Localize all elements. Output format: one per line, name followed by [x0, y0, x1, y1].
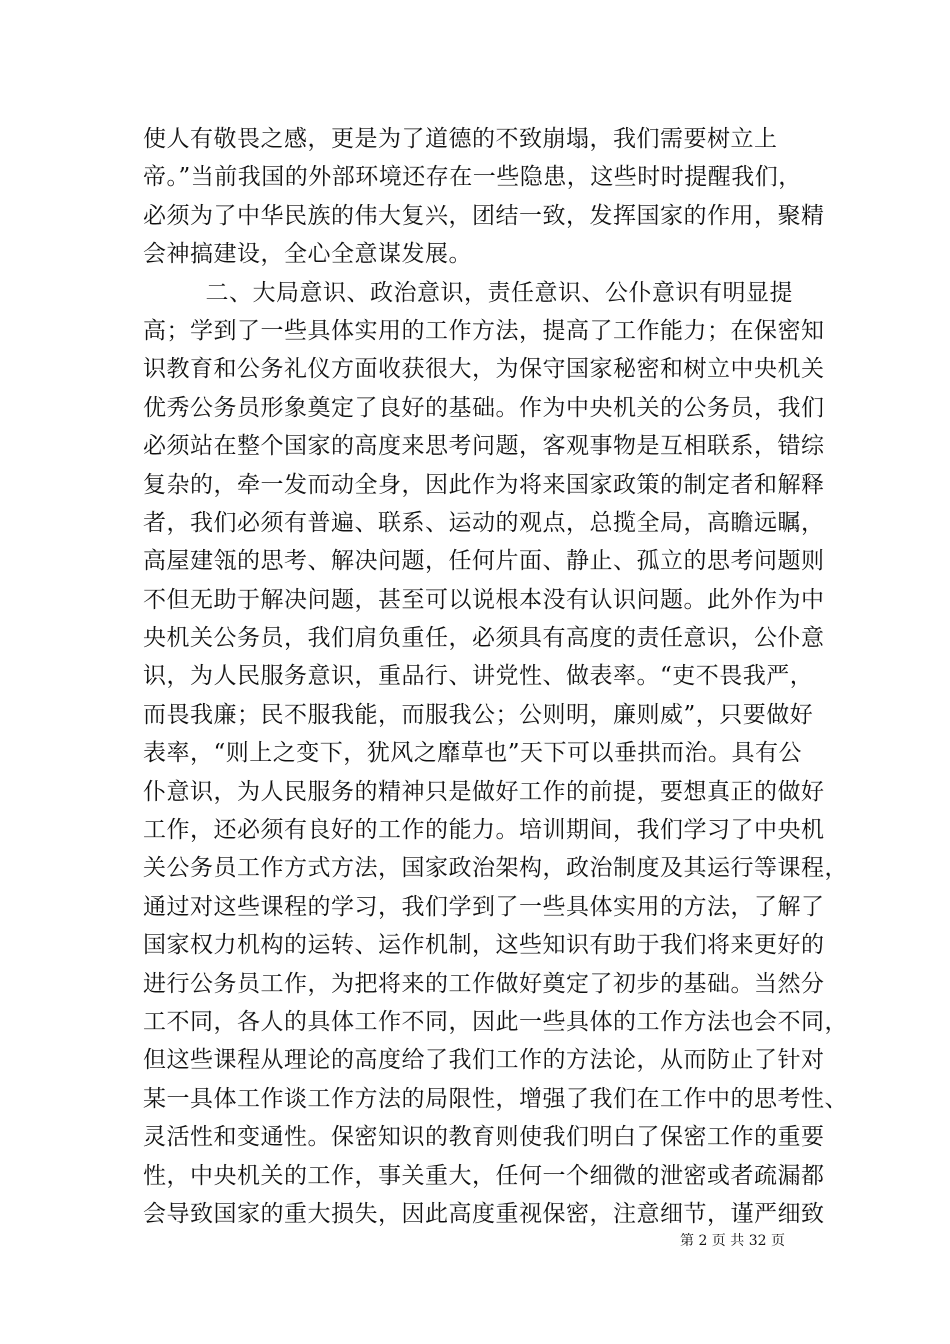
text-line: 识教育和公务礼仪方面收获很大，为保守国家秘密和树立中央机关: [143, 356, 825, 383]
text-line: 性，中央机关的工作，事关重大，任何一个细微的泄密或者疏漏都: [143, 1162, 825, 1189]
text-line: 使人有敬畏之感，更是为了道德的不致崩塌，我们需要树立上: [143, 126, 778, 152]
page-number: 第 2 页 共 32 页: [680, 1233, 785, 1249]
text-line: 帝。”当前我国的外部环境还存在一些隐患，这些时时提醒我们，: [143, 164, 802, 191]
text-line: 而畏我廉；民不服我能，而服我公；公则明，廉则威”，只要做好: [143, 701, 814, 728]
text-line: 工作，还必须有良好的工作的能力。培训期间，我们学习了中央机: [143, 817, 825, 844]
text-line: 优秀公务员形象奠定了良好的基础。作为中央机关的公务员，我们: [143, 394, 825, 421]
paragraph-start-line: 二、大局意识、政治意识，责任意识、公仆意识有明显提: [143, 279, 793, 306]
text-line: 必须站在整个国家的高度来思考问题，客观事物是互相联系，错综: [143, 433, 825, 460]
text-line: 必须为了中华民族的伟大复兴，团结一致，发挥国家的作用，聚精: [143, 202, 825, 229]
text-line: 国家权力机构的运转、运作机制，这些知识有助于我们将来更好的: [143, 932, 825, 959]
text-line: 央机关公务员，我们肩负重任，必须具有高度的责任意识，公仆意: [143, 625, 825, 652]
text-line: 工不同，各人的具体工作不同，因此一些具体的工作方法也会不同，: [143, 1008, 848, 1035]
text-line: 识，为人民服务意识，重品行、讲党性、做表率。“吏不畏我严，: [143, 663, 814, 690]
text-line: 但这些课程从理论的高度给了我们工作的方法论，从而防止了针对: [143, 1047, 825, 1074]
text-line: 某一具体工作谈工作方法的局限性，增强了我们在工作中的思考性、: [143, 1085, 848, 1112]
text-line: 会导致国家的重大损失，因此高度重视保密，注意细节，谨严细致: [143, 1200, 825, 1227]
body-text: [143, 120, 848, 1233]
text-line: 仆意识，为人民服务的精神只是做好工作的前提，要想真正的做好: [143, 778, 825, 805]
text-line: 通过对这些课程的学习，我们学到了一些具体实用的方法，了解了: [143, 893, 825, 920]
text-line: 进行公务员工作，为把将来的工作做好奠定了初步的基础。当然分: [143, 970, 825, 997]
text-line: 关公务员工作方式方法，国家政治架构，政治制度及其运行等课程，: [143, 855, 848, 882]
text-line: 复杂的，牵一发而动全身，因此作为将来国家政策的制定者和解释: [143, 471, 825, 498]
text-line: 高；学到了一些具体实用的工作方法，提高了工作能力；在保密知: [143, 317, 825, 344]
text-line: 高屋建瓴的思考、解决问题，任何片面、静止、孤立的思考问题则: [143, 548, 825, 575]
text-line: 者，我们必须有普遍、联系、运动的观点，总揽全局，高瞻远瞩，: [143, 509, 825, 536]
text-line: 不但无助于解决问题，甚至可以说根本没有认识问题。此外作为中: [143, 586, 825, 613]
text-line: 灵活性和变通性。保密知识的教育则使我们明白了保密工作的重要: [143, 1124, 825, 1151]
text-line: 会神搞建设，全心全意谋发展。: [143, 241, 472, 268]
text-line: 表率，“则上之变下，犹风之靡草也”天下可以垂拱而治。具有公: [143, 740, 803, 767]
